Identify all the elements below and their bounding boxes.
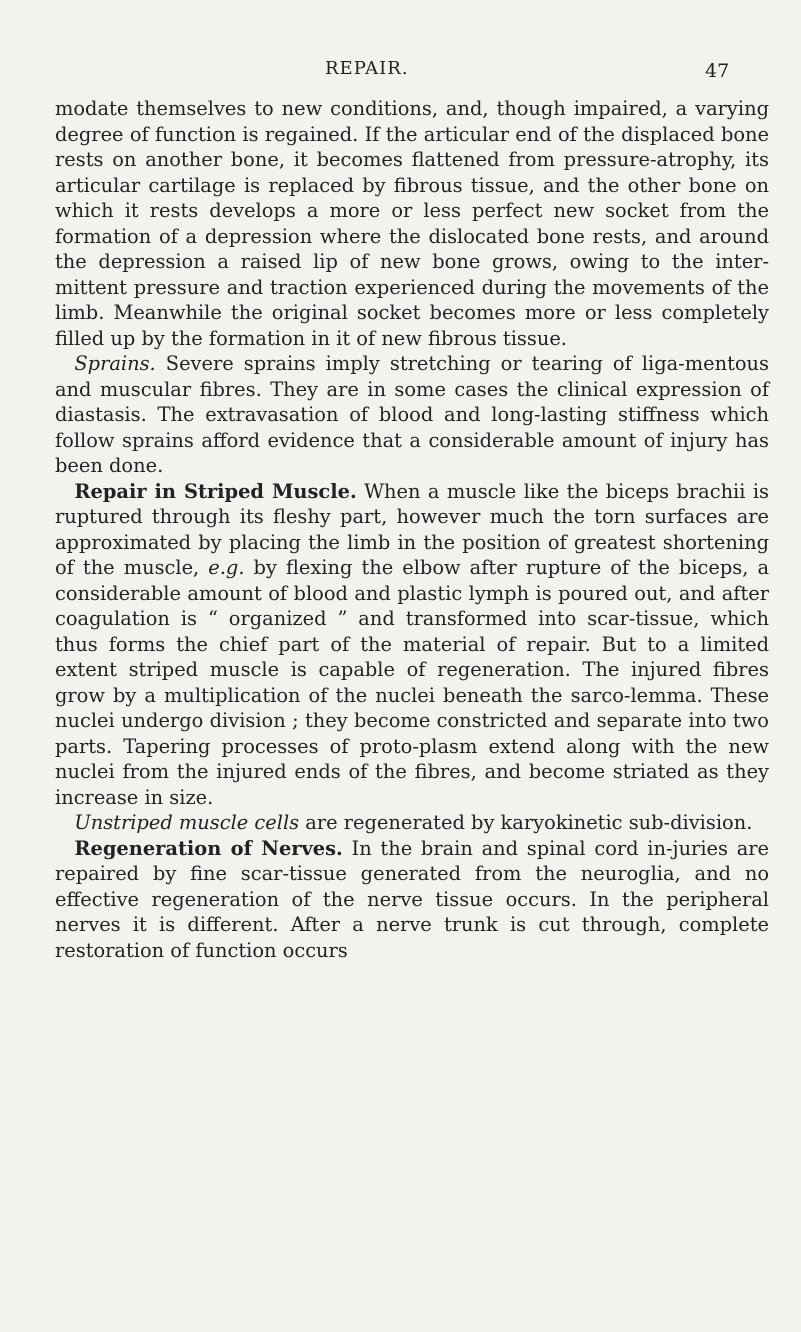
paragraph-text: by flexing the elbow after rupture of the biceps, a considerable amount of blood and plastic lymph is poured out, and after coagulation is “ organized ” and transformed into scar-tissue, which thus forms the chief part of the material of repair. But to a limited extent striped muscle is capable of regeneration. The injured fibres grow by a multiplication of the nuclei beneath the sarco-lemma. These nuclei undergo division ; they become constricted and separate into two parts. Tapering processes of proto-plasm extend along with the new nuclei from the injured ends of the fibres, and become striated as they increase in size. bbox=[55, 556, 770, 809]
section-heading-striped-muscle: Repair in Striped Muscle. bbox=[74, 479, 357, 503]
paragraph-striped-muscle bbox=[55, 479, 769, 811]
running-head bbox=[0, 58, 801, 84]
page-number: 47 bbox=[705, 60, 730, 82]
section-heading-sprains: Sprains. bbox=[74, 352, 156, 375]
paragraph-text: In the brain and spinal cord in-juries are repaired by fine scar-tissue generated from the neuroglia, and no effective regeneration of the nerve tissue occurs. In the peripheral nerves it is different. After a nerve trunk is cut through, complete restoration of function occurs bbox=[55, 836, 769, 962]
abbreviation-eg: e.g. bbox=[208, 556, 245, 579]
section-heading-nerves: Regeneration of Nerves. bbox=[74, 836, 343, 860]
paragraph-text: When a muscle like the biceps brachii is ruptured through its fleshy part, however much the torn surfaces are approximated by placing the limb in the position of greatest shortening of the muscle, bbox=[55, 479, 770, 579]
paragraph-text: modate themselves to new conditions, and, though impaired, a varying degree of function is regained. If the articular end of the displaced bone rests on another bone, it becomes flattened from pressure-atrophy, its articular cartilage is replaced by fibrous tissue, and the other bone on which it rests develops a more or less perfect new socket from the formation of a depression where the dislocated bone rests, and around the depression a raised lip of new bone grows, owing to the inter-mittent pressure and traction experienced during the movements of the limb. Meanwhile the original socket becomes more or less completely filled up by the formation in it of new fibrous tissue. bbox=[55, 97, 769, 350]
body-text bbox=[55, 96, 769, 963]
paragraph-sprains bbox=[55, 351, 769, 479]
paragraph-text: are regenerated by karyokinetic sub-division. bbox=[299, 811, 753, 834]
paragraph-nerves bbox=[55, 836, 769, 964]
paragraph-text: Severe sprains imply stretching or tearing of liga-mentous and muscular fibres. They are in some cases the clinical expression of diastasis. The extravasation of blood and long-lasting stiffness which follow sprains afford evidence that a considerable amount of injury has been done. bbox=[55, 352, 769, 477]
paragraph-unstriped bbox=[55, 810, 769, 836]
section-heading-unstriped: Unstriped muscle cells bbox=[74, 811, 300, 834]
paragraph-continuation bbox=[55, 96, 769, 351]
running-title: REPAIR. bbox=[325, 58, 409, 79]
